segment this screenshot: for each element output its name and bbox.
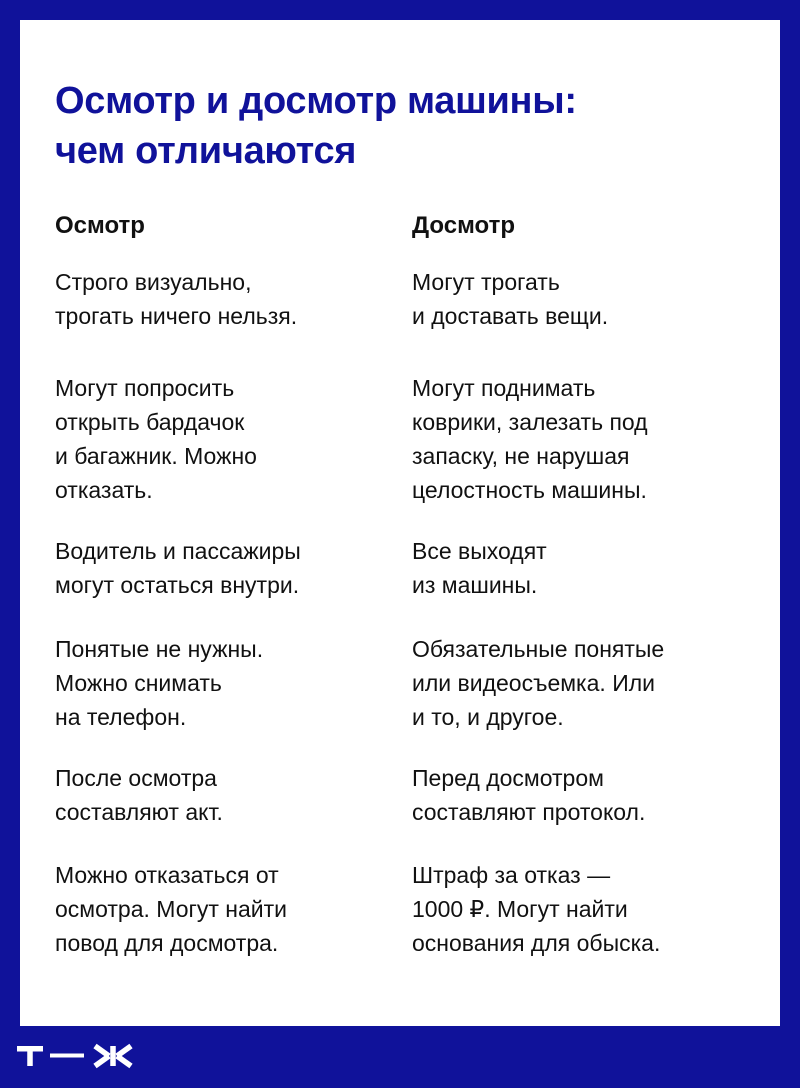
list-item: Водитель и пассажиры могут остаться внутри. xyxy=(55,538,301,598)
list-item: Обязательные понятые или видеосъемка. Или и то, и другое. xyxy=(412,636,665,730)
list-item: Штраф за отказ — 1000 ₽. Могут найти основания для обыска. xyxy=(412,862,661,956)
list-item: Понятые не нужны. Можно снимать на телефон. xyxy=(55,636,264,730)
list-item: Могут попросить открыть бардачок и багажник. Можно отказать. xyxy=(55,375,257,503)
column-dosmotr xyxy=(412,208,752,956)
list-item: Строго визуально, трогать ничего нельзя. xyxy=(55,269,298,329)
list-item: Могут поднимать коврики, залезать под запаску, не нарушая целостность машины. xyxy=(412,375,648,503)
list-item: Все выходят из машины. xyxy=(412,538,547,598)
comparison-card xyxy=(20,20,780,1026)
column-heading-dosmotr: Досмотр xyxy=(412,212,515,239)
list-item: Перед досмотром составляют протокол. xyxy=(412,765,646,825)
column-osmotr xyxy=(55,208,395,956)
tzh-logo-icon xyxy=(17,1040,137,1070)
page-title: Осмотр и досмотр машины: чем отличаются xyxy=(55,80,577,172)
column-heading-osmotr: Осмотр xyxy=(55,212,145,239)
list-item: Могут трогать и доставать вещи. xyxy=(412,269,609,329)
list-item: Можно отказаться от осмотра. Могут найти повод для досмотра. xyxy=(55,862,288,956)
list-item: После осмотра составляют акт. xyxy=(55,765,223,825)
